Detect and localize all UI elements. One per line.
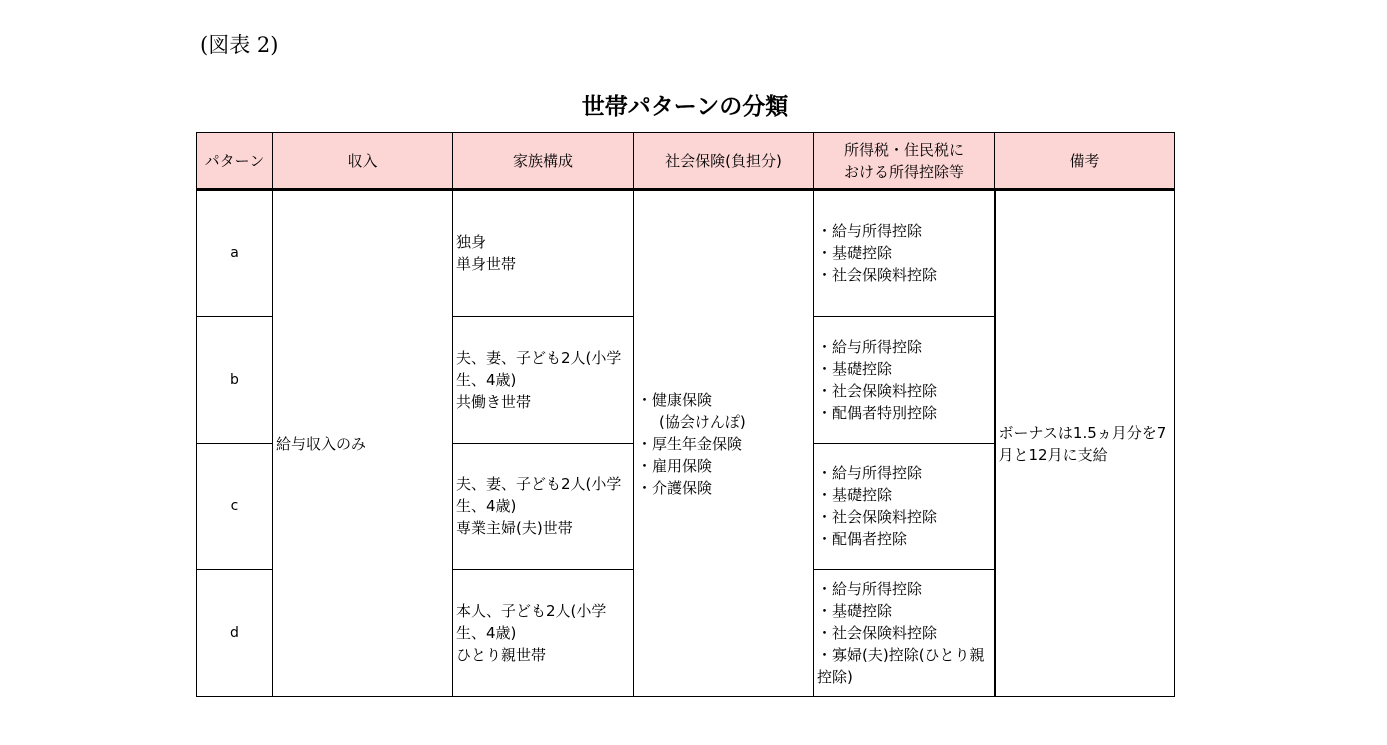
deduction-item: ・社会保険料控除 bbox=[817, 266, 938, 285]
deductions-cell bbox=[814, 316, 995, 443]
family-line: 共働き世帯 bbox=[456, 392, 532, 411]
deduction-item: ・給与所得控除 bbox=[817, 337, 923, 356]
insurance-item: ・健康保険 bbox=[637, 390, 713, 409]
pattern-cell: a bbox=[197, 190, 273, 317]
pattern-cell: d bbox=[197, 570, 273, 697]
family-line: 独身 bbox=[456, 233, 487, 252]
deduction-item: ・給与所得控除 bbox=[817, 580, 923, 599]
remarks-text: ボーナスは1.5ヵ月分を7月と12月に支給 bbox=[998, 423, 1167, 464]
family-line: 専業主婦(夫)世帯 bbox=[456, 519, 573, 538]
family-line: 夫、妻、子ども2人(小学生、4歳) bbox=[456, 475, 622, 516]
header-deductions-line1: 所得税・住民税に bbox=[843, 140, 964, 159]
family-cell bbox=[453, 190, 634, 317]
household-pattern-table bbox=[196, 132, 1175, 697]
deduction-item: ・社会保険料控除 bbox=[817, 508, 938, 527]
family-cell bbox=[453, 443, 634, 570]
deduction-item: ・基礎控除 bbox=[817, 359, 893, 378]
pattern-cell: c bbox=[197, 443, 273, 570]
header-social-insurance: 社会保険(負担分) bbox=[634, 133, 814, 190]
header-pattern: パターン bbox=[197, 133, 273, 190]
table-title: 世帯パターンの分類 bbox=[581, 94, 789, 120]
insurance-item: ・厚生年金保険 bbox=[637, 434, 743, 453]
deductions-cell bbox=[814, 570, 995, 697]
remarks-cell bbox=[995, 190, 1175, 697]
deduction-item: ・配偶者特別控除 bbox=[817, 403, 938, 422]
deduction-item: ・基礎控除 bbox=[817, 602, 893, 621]
deduction-item: ・社会保険料控除 bbox=[817, 624, 938, 643]
deductions-cell bbox=[814, 190, 995, 317]
deduction-item: ・基礎控除 bbox=[817, 244, 893, 263]
family-line: ひとり親世帯 bbox=[456, 646, 547, 665]
deduction-item: ・給与所得控除 bbox=[817, 222, 923, 241]
header-deductions bbox=[814, 133, 995, 190]
family-cell bbox=[453, 316, 634, 443]
header-family: 家族構成 bbox=[453, 133, 634, 190]
family-line: 本人、子ども2人(小学生、4歳) bbox=[456, 602, 607, 643]
insurance-item: (協会けんぽ) bbox=[659, 412, 746, 431]
pattern-cell: b bbox=[197, 316, 273, 443]
insurance-item: ・雇用保険 bbox=[637, 456, 713, 475]
deduction-item: ・基礎控除 bbox=[817, 486, 893, 505]
header-remarks: 備考 bbox=[995, 133, 1175, 190]
family-line: 夫、妻、子ども2人(小学生、4歳) bbox=[456, 348, 622, 389]
header-row bbox=[197, 133, 1175, 190]
deduction-item: ・社会保険料控除 bbox=[817, 381, 938, 400]
header-deductions-line2: おける所得控除等 bbox=[843, 162, 964, 181]
deduction-item: ・給与所得控除 bbox=[817, 464, 923, 483]
table-row bbox=[197, 190, 1175, 317]
deduction-item: ・寡婦(夫)控除(ひとり親控除) bbox=[817, 646, 985, 687]
social-insurance-cell bbox=[634, 190, 814, 697]
income-cell: 給与収入のみ bbox=[273, 190, 453, 697]
insurance-item: ・介護保険 bbox=[637, 478, 713, 497]
deductions-cell bbox=[814, 443, 995, 570]
family-line: 単身世帯 bbox=[456, 255, 517, 274]
deduction-item: ・配偶者控除 bbox=[817, 530, 908, 549]
header-income: 収入 bbox=[273, 133, 453, 190]
family-cell bbox=[453, 570, 634, 697]
figure-label: (図表 2) bbox=[200, 33, 279, 57]
